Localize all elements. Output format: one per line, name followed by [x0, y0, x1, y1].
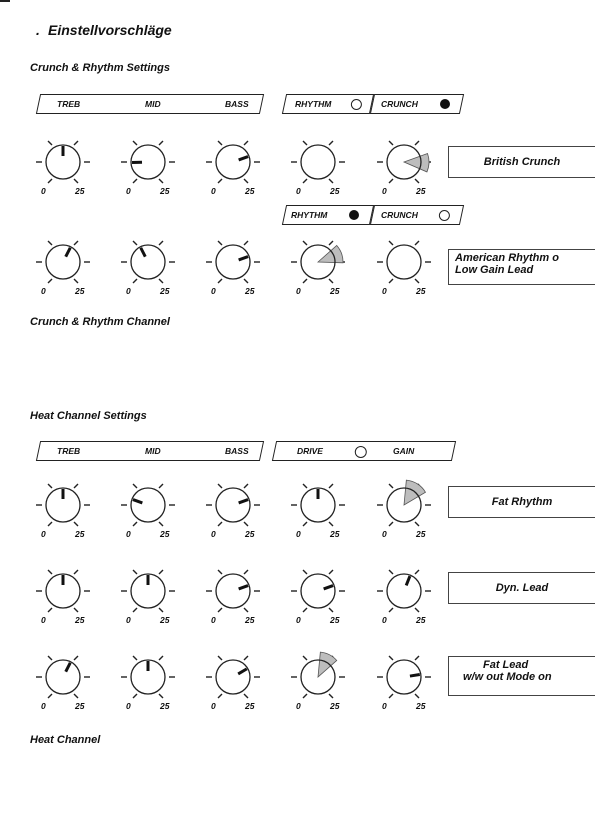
scale-max-label: 25: [330, 286, 340, 296]
knob-tick: [74, 484, 78, 488]
knob-tick: [48, 522, 52, 526]
scale-min-label: 0: [211, 286, 216, 296]
knob-tick: [74, 279, 78, 283]
knob: [29, 136, 101, 206]
knob-tick: [74, 179, 78, 183]
knob-tick: [159, 241, 163, 245]
scale-max-label: 25: [416, 286, 426, 296]
knob: [370, 236, 442, 306]
knob-body: [131, 488, 165, 522]
page-title: Einstellvorschläge: [48, 22, 172, 38]
scale-max-label: 25: [330, 186, 340, 196]
knob-tick: [389, 570, 393, 574]
knob: [199, 565, 271, 635]
knob-tick: [329, 141, 333, 145]
crunch-box-a: [370, 94, 464, 114]
knob-tick: [329, 484, 333, 488]
scale-max-label: 25: [75, 286, 85, 296]
scale-min-label: 0: [126, 615, 131, 625]
knob-tick: [415, 570, 419, 574]
knob-tick: [389, 694, 393, 698]
scale-max-label: 25: [160, 701, 170, 711]
scale-min-label: 0: [211, 529, 216, 539]
knob-tick: [133, 694, 137, 698]
preset-name: Fat Lead: [483, 659, 529, 671]
knob-body: [46, 660, 80, 694]
scale-max-label: 25: [330, 701, 340, 711]
knob-tick: [329, 570, 333, 574]
scale-min-label: 0: [296, 615, 301, 625]
knob-tick: [133, 241, 137, 245]
knob: [370, 479, 442, 549]
scale-max-label: 25: [416, 701, 426, 711]
knob-tick: [48, 656, 52, 660]
knob-tick: [244, 179, 248, 183]
knob-tick: [389, 179, 393, 183]
knob-tick: [48, 570, 52, 574]
knob-tick: [159, 179, 163, 183]
scale-max-label: 25: [160, 615, 170, 625]
knob-tick: [74, 608, 78, 612]
rhythm-box-b: [282, 205, 374, 225]
scale-max-label: 25: [75, 529, 85, 539]
section-heading-crunch: Crunch & Rhythm Settings: [30, 62, 170, 74]
scale-min-label: 0: [296, 286, 301, 296]
knob-tick: [415, 279, 419, 283]
preset-name-box: [448, 146, 595, 178]
knob-tick: [133, 608, 137, 612]
section-heading-heat: Heat Channel Settings: [30, 410, 147, 422]
knob-tick: [415, 522, 419, 526]
knob-tick: [244, 656, 248, 660]
knob-body: [387, 245, 421, 279]
knob-tick: [48, 608, 52, 612]
knob-tick: [159, 484, 163, 488]
scale-max-label: 25: [160, 186, 170, 196]
crunch-label: CRUNCH: [381, 99, 418, 109]
knob-body: [216, 660, 250, 694]
knob-tick: [244, 608, 248, 612]
scale-min-label: 0: [126, 701, 131, 711]
scale-min-label: 0: [126, 186, 131, 196]
knob: [284, 565, 356, 635]
knob-body: [46, 245, 80, 279]
knob-tick: [329, 608, 333, 612]
knob: [114, 236, 186, 306]
knob-tick: [74, 570, 78, 574]
knob-tick: [48, 179, 52, 183]
preset-name-box: [448, 486, 595, 518]
scale-min-label: 0: [382, 529, 387, 539]
section-caption-crunch: Crunch & Rhythm Channel: [30, 316, 170, 328]
scale-min-label: 0: [382, 701, 387, 711]
knob-tick: [303, 656, 307, 660]
scale-max-label: 25: [245, 186, 255, 196]
knob-tick: [244, 141, 248, 145]
knob-body: [131, 245, 165, 279]
knob-body: [216, 145, 250, 179]
preset-name-box: [448, 572, 595, 604]
section-caption-heat: Heat Channel: [30, 734, 101, 746]
scale-min-label: 0: [126, 529, 131, 539]
preset-name: British Crunch: [483, 156, 561, 168]
scan-edge-mark: [0, 0, 10, 2]
knob-tick: [389, 522, 393, 526]
scale-min-label: 0: [41, 615, 46, 625]
scale-min-label: 0: [211, 186, 216, 196]
knob-tick: [218, 179, 222, 183]
knob-tick: [329, 241, 333, 245]
knob: [199, 651, 271, 721]
knob-tick: [415, 241, 419, 245]
knob-body: [216, 245, 250, 279]
knob-tick: [159, 570, 163, 574]
knob: [284, 236, 356, 306]
knob-tick: [159, 656, 163, 660]
scale-max-label: 25: [245, 701, 255, 711]
knob: [29, 651, 101, 721]
knob-tick: [218, 141, 222, 145]
knob-tick: [218, 694, 222, 698]
scale-max-label: 25: [75, 615, 85, 625]
knob: [284, 136, 356, 206]
crunch-label: CRUNCH: [381, 210, 418, 220]
knob-tick: [389, 279, 393, 283]
scale-min-label: 0: [41, 186, 46, 196]
knob-body: [387, 660, 421, 694]
preset-name: Fat Rhythm: [491, 496, 553, 508]
gain-label: GAIN: [393, 446, 415, 456]
rhythm-led: [351, 99, 362, 110]
scale-max-label: 25: [245, 615, 255, 625]
eq-header-box: [36, 441, 264, 461]
knob-tick: [48, 484, 52, 488]
knob: [114, 479, 186, 549]
knob-tick: [74, 141, 78, 145]
knob: [199, 236, 271, 306]
scale-max-label: 25: [75, 186, 85, 196]
scale-max-label: 25: [75, 701, 85, 711]
knob-tick: [244, 241, 248, 245]
drive-led: [355, 446, 367, 458]
knob: [29, 479, 101, 549]
knob-body: [301, 574, 335, 608]
crunch-led: [440, 99, 450, 109]
knob-tick: [74, 694, 78, 698]
knob: [284, 479, 356, 549]
knob-tick: [415, 694, 419, 698]
scale-max-label: 25: [160, 286, 170, 296]
knob-tick: [389, 484, 393, 488]
title-bullet: .: [36, 22, 40, 38]
scale-max-label: 25: [330, 615, 340, 625]
knob: [29, 236, 101, 306]
knob-tick: [303, 279, 307, 283]
knob: [370, 136, 442, 206]
knob-tick: [244, 484, 248, 488]
knob-tick: [244, 522, 248, 526]
knob: [114, 565, 186, 635]
knob-tick: [303, 522, 307, 526]
knob-tick: [244, 694, 248, 698]
crunch-box-b: [370, 205, 464, 225]
knob-tick: [218, 522, 222, 526]
preset-name-line2: w/w out Mode on: [463, 671, 552, 683]
rhythm-label: RHYTHM: [295, 99, 332, 109]
knob: [370, 565, 442, 635]
scale-max-label: 25: [330, 529, 340, 539]
knob-tick: [415, 608, 419, 612]
rhythm-box-a: [282, 94, 374, 114]
knob: [29, 565, 101, 635]
knob-tick: [218, 241, 222, 245]
scale-min-label: 0: [296, 186, 301, 196]
knob: [199, 136, 271, 206]
knob-tick: [159, 141, 163, 145]
drive-gain-box: [272, 441, 456, 461]
scale-min-label: 0: [41, 701, 46, 711]
eq-header-box: [36, 94, 264, 114]
preset-name: American Rhythm o: [455, 252, 559, 264]
preset-name-box: [448, 656, 595, 696]
scale-min-label: 0: [296, 529, 301, 539]
knob-tick: [389, 608, 393, 612]
rhythm-led: [349, 210, 359, 220]
knob-tick: [159, 522, 163, 526]
bass-label: BASS: [225, 99, 249, 109]
knob-tick: [303, 484, 307, 488]
knob-tick: [133, 484, 137, 488]
knob-tick: [389, 656, 393, 660]
knob-tick: [389, 141, 393, 145]
scale-max-label: 25: [416, 186, 426, 196]
knob-tick: [133, 141, 137, 145]
knob-tick: [74, 241, 78, 245]
bass-label: BASS: [225, 446, 249, 456]
knob-tick: [303, 570, 307, 574]
knob: [114, 651, 186, 721]
knob: [199, 479, 271, 549]
knob-tick: [303, 694, 307, 698]
drive-label: DRIVE: [297, 446, 323, 456]
knob-body: [387, 574, 421, 608]
scale-max-label: 25: [160, 529, 170, 539]
knob-body: [216, 488, 250, 522]
preset-name-box: [448, 249, 595, 285]
scale-min-label: 0: [296, 701, 301, 711]
scale-max-label: 25: [245, 529, 255, 539]
knob-tick: [74, 522, 78, 526]
preset-name-line2: Low Gain Lead: [455, 264, 534, 276]
knob-range-sector: [318, 245, 343, 262]
knob-tick: [74, 656, 78, 660]
scale-min-label: 0: [382, 286, 387, 296]
knob-tick: [48, 279, 52, 283]
scale-max-label: 25: [245, 286, 255, 296]
crunch-led: [439, 210, 450, 221]
knob: [114, 136, 186, 206]
knob-tick: [389, 241, 393, 245]
scale-min-label: 0: [382, 186, 387, 196]
knob-tick: [133, 656, 137, 660]
scale-min-label: 0: [211, 615, 216, 625]
scale-min-label: 0: [41, 529, 46, 539]
scale-min-label: 0: [382, 615, 387, 625]
knob-tick: [415, 179, 419, 183]
knob-body: [216, 574, 250, 608]
scale-min-label: 0: [126, 286, 131, 296]
knob-tick: [133, 570, 137, 574]
preset-name: Dyn. Lead: [495, 582, 549, 594]
knob-pointer: [410, 674, 420, 676]
knob-tick: [218, 656, 222, 660]
knob-tick: [159, 608, 163, 612]
rhythm-label: RHYTHM: [291, 210, 328, 220]
knob-tick: [133, 179, 137, 183]
scale-min-label: 0: [211, 701, 216, 711]
knob-tick: [329, 179, 333, 183]
knob-tick: [415, 656, 419, 660]
knob-tick: [159, 694, 163, 698]
knob-tick: [48, 694, 52, 698]
knob-tick: [218, 484, 222, 488]
knob-tick: [218, 279, 222, 283]
knob-tick: [218, 570, 222, 574]
mid-label: MID: [145, 446, 161, 456]
treb-label: TREB: [57, 446, 81, 456]
knob-tick: [133, 279, 137, 283]
knob-tick: [329, 694, 333, 698]
knob-tick: [303, 241, 307, 245]
knob-range-sector: [404, 154, 429, 172]
knob-tick: [329, 522, 333, 526]
knob-tick: [48, 241, 52, 245]
knob-tick: [218, 608, 222, 612]
knob-tick: [244, 279, 248, 283]
mid-label: MID: [145, 99, 161, 109]
knob-tick: [303, 179, 307, 183]
knob-body: [301, 145, 335, 179]
scale-max-label: 25: [416, 529, 426, 539]
treb-label: TREB: [57, 99, 81, 109]
scale-min-label: 0: [41, 286, 46, 296]
knob-tick: [303, 141, 307, 145]
knob-tick: [133, 522, 137, 526]
knob: [284, 651, 356, 721]
knob-tick: [303, 608, 307, 612]
knob-tick: [329, 279, 333, 283]
knob-tick: [415, 141, 419, 145]
knob: [370, 651, 442, 721]
knob-tick: [244, 570, 248, 574]
knob-tick: [48, 141, 52, 145]
scale-max-label: 25: [416, 615, 426, 625]
knob-tick: [159, 279, 163, 283]
